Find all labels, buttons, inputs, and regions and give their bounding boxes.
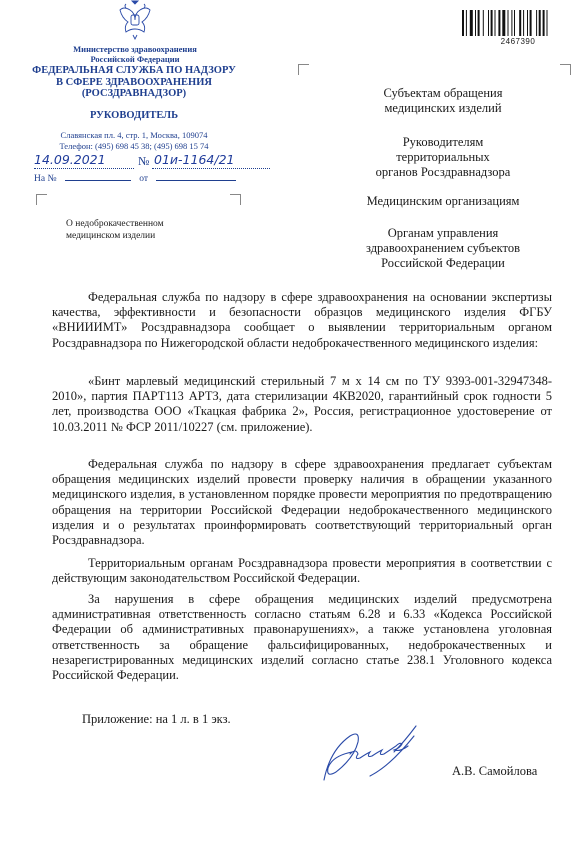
body-paragraph-1: Федеральная служба по надзору в сфере здравоохранения на основании экспертизы качества, эффективности и безопасности образцов медицинского изделия ФГБУ «ВНИИИМТ» Росздравнадзора сообщает о выявлении территориальным органом Росздравнадзора по Нижегородской области недоброкачественного медицинского изделия: <box>52 290 552 350</box>
service-name: ФЕДЕРАЛЬНАЯ СЛУЖБА ПО НАДЗОРУ В СФЕРЕ ЗДРАВООХРАНЕНИЯ (РОСЗДРАВНАДЗОР) <box>32 65 236 99</box>
reply-reference: На № от <box>34 174 236 184</box>
recipient-3: Медицинским организациям <box>366 194 520 208</box>
signer-name: А.В. Самойлова <box>452 764 538 778</box>
corner-mark <box>298 64 309 75</box>
subject-line: О недоброкачественном медицинском изделии <box>66 219 164 241</box>
barcode-number: 2467390 <box>500 37 536 46</box>
signature <box>310 718 438 788</box>
registration-date: 14.09.2021 <box>34 152 106 167</box>
corner-mark <box>36 194 47 205</box>
registration-number: 01и-1164/21 <box>154 152 235 167</box>
number-sign: № <box>138 154 150 168</box>
corner-mark <box>560 64 571 75</box>
address-block: Славянская пл. 4, стр. 1, Москва, 109074 Телефон: (495) 698 45 38; (495) 698 15 74 <box>59 130 209 151</box>
body-paragraph-5: За нарушения в сфере обращения медицинских изделий предусмотрена административная ответственность согласно статьям 6.28 и 6.33 «Кодекса Российской Федерации об административных правонарушениях», а также установлена уголовная ответственность за обращение фальсифицированных, недоброкачественных и незарегистрированных медицинских изделий согласно статье 238.1 Уголовного кодекса Российской Федерации. <box>52 592 552 683</box>
recipient-4: Органам управления здравоохранением субъектов Российской Федерации <box>365 226 520 270</box>
recipient-1: Субъектам обращения медицинских изделий <box>383 86 503 115</box>
barcode <box>462 10 574 36</box>
attachment-note: Приложение: на 1 л. в 1 экз. <box>82 712 231 726</box>
body-paragraph-3: Федеральная служба по надзору в сфере здравоохранения предлагает субъектам обращения медицинских изделий провести проверку наличия в обращении указанного медицинского изделия, в установленном порядке провести мероприятия по предотвращению обращения на территории Российской Федерации недоброкачественного медицинского изделия и о результатах проинформировать соответствующий территориальный орган Росздравнадзора. <box>52 457 552 548</box>
corner-mark <box>230 194 241 205</box>
head-title: РУКОВОДИТЕЛЬ <box>89 110 179 121</box>
body-paragraph-2: «Бинт марлевый медицинский стерильный 7 м х 14 см по ТУ 9393-001-32947348-2010», партия ПАРТ113 АРТЗ, дата стерилизации 4КВ2020, гарантийный срок годности 5 лет, производства ООО «Ткацкая фабрика 2», Россия, регистрационное удостоверение от 10.03.2011 № ФСР 2011/10227 (см. приложение). <box>52 374 552 434</box>
ministry-name: Министерство здравоохранения Российской Федерации <box>73 44 197 64</box>
body-paragraph-4: Территориальным органам Росздравнадзора провести мероприятия в соответствии с действующим законодательством Российской Федерации. <box>52 556 552 586</box>
recipient-2: Руководителям территориальных органов Росздравнадзора <box>375 135 511 179</box>
coat-of-arms-emblem <box>112 0 158 40</box>
registration-line <box>34 152 274 176</box>
